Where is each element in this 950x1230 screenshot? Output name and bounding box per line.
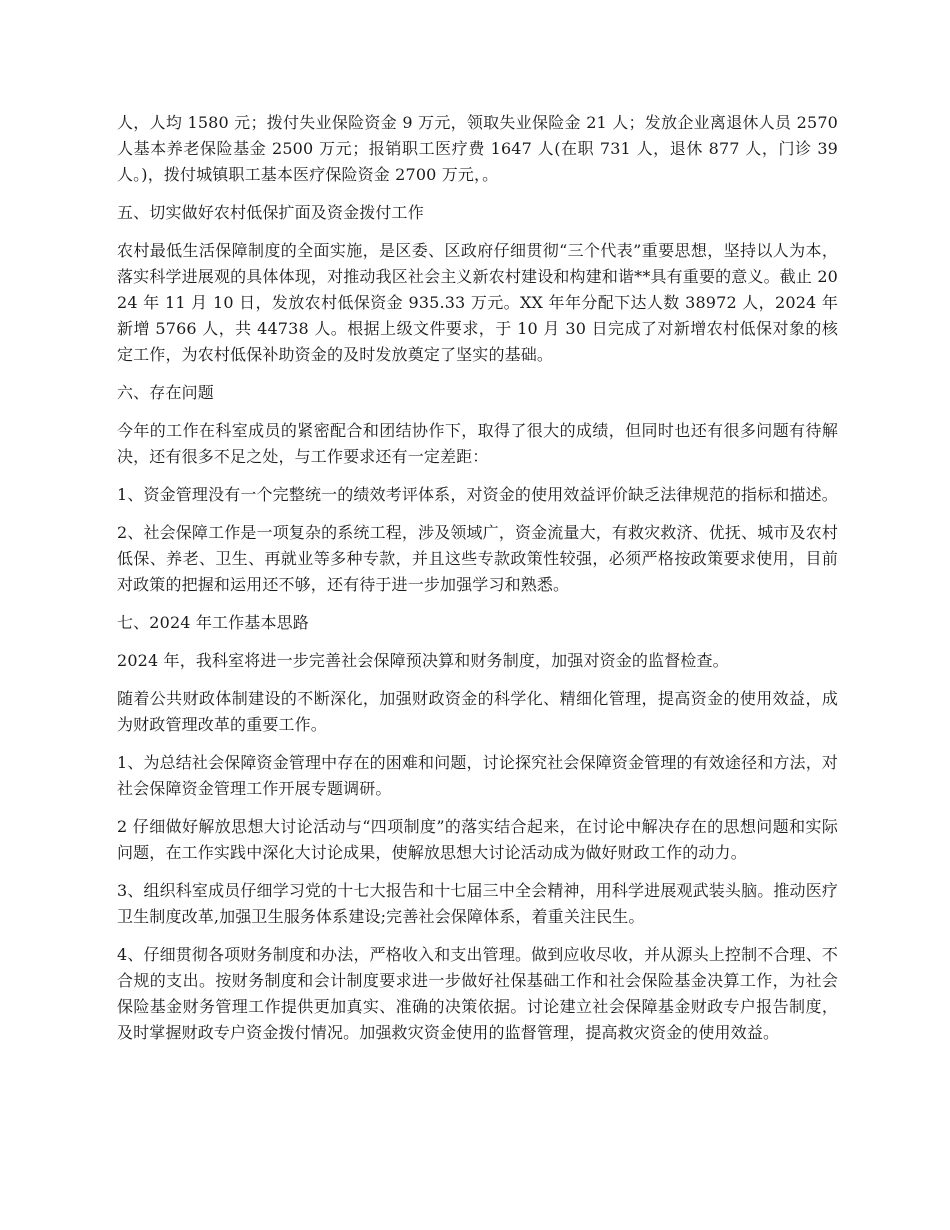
plan-item-4: 4、仔细贯彻各项财务制度和办法，严格收入和支出管理。做到应收尽收，并从源头上控制不合理、不合规的支出。按财务制度和会计制度要求进一步做好社保基础工作和社会保险基金决算工作，为社会保险基金财务管理工作提供更加真实、准确的决策依据。讨论建立社会保障基金财政专户报告制度，及时掌握财政专户资金拨付情况。加强救灾资金使用的监督管理，提高救灾资金的使用效益。 xyxy=(117,945,838,1042)
paragraph-plan-context: 随着公共财政体制建设的不断深化，加强财政资金的科学化、精细化管理，提高资金的使用效益，成为财政管理改革的重要工作。 xyxy=(117,689,838,734)
paragraph-rural-subsidy: 农村最低生活保障制度的全面实施，是区委、区政府仔细贯彻“三个代表”重要思想，坚持以人为本，落实科学进展观的具体体现，对推动我区社会主义新农村建设和构建和谐**具有重要的意义。截止 2024 年 11 月 10 日，发放农村低保资金 935.33 万元。XX 年年分配下达人数 38972 人，2024 年新增 5766 人，共 44738 人。根据上级文件要求，于 10 月 30 日完成了对新增农村低保对象的核定工作，为农村低保补助资金的及时发放奠定了坚实的基础。 xyxy=(117,241,838,364)
section-heading-6: 六、存在问题 xyxy=(117,383,214,402)
paragraph-problems-intro: 今年的工作在科室成员的紧密配合和团结协作下，取得了很大的成绩，但同时也还有很多问题有待解决，还有很多不足之处，与工作要求还有一定差距： xyxy=(117,421,838,466)
section-heading-5: 五、切实做好农村低保扩面及资金拨付工作 xyxy=(117,203,424,222)
problem-item-1: 1、资金管理没有一个完整统一的绩效考评体系，对资金的使用效益评价缺乏法律规范的指标和描述。 xyxy=(117,485,838,504)
plan-item-3: 3、组织科室成员仔细学习党的十七大报告和十七届三中全会精神，用科学进展观武装头脑。推动医疗卫生制度改革,加强卫生服务体系建设;完善社会保障体系，着重关注民生。 xyxy=(117,881,838,926)
paragraph-plan-intro: 2024 年，我科室将进一步完善社会保障预决算和财务制度，加强对资金的监督检查。 xyxy=(117,651,729,670)
plan-item-2: 2 仔细做好解放思想大讨论活动与“四项制度”的落实结合起来，在讨论中解决存在的思想问题和实际问题，在工作实践中深化大讨论成果，使解放思想大讨论活动成为做好财政工作的动力。 xyxy=(117,817,838,862)
plan-item-1: 1、为总结社会保障资金管理中存在的困难和问题，讨论探究社会保障资金管理的有效途径和方法，对社会保障资金管理工作开展专题调研。 xyxy=(117,753,838,798)
paragraph-continuation: 人，人均 1580 元；拨付失业保险资金 9 万元，领取失业保险金 21 人；发放企业离退休人员 2570 人基本养老保险基金 2500 万元；报销职工医疗费 1647 人(在职 731 人，退休 877 人，门诊 39 人。)，拨付城镇职工基本医疗保险资金 2700 万元，。 xyxy=(117,113,838,184)
section-heading-7: 七、2024 年工作基本思路 xyxy=(117,613,309,632)
problem-item-2: 2、社会保障工作是一项复杂的系统工程，涉及领域广，资金流量大，有救灾救济、优抚、城市及农村低保、养老、卫生、再就业等多种专款，并且这些专款政策性较强，必须严格按政策要求使用，目前对政策的把握和运用还不够，还有待于进一步加强学习和熟悉。 xyxy=(117,523,838,594)
